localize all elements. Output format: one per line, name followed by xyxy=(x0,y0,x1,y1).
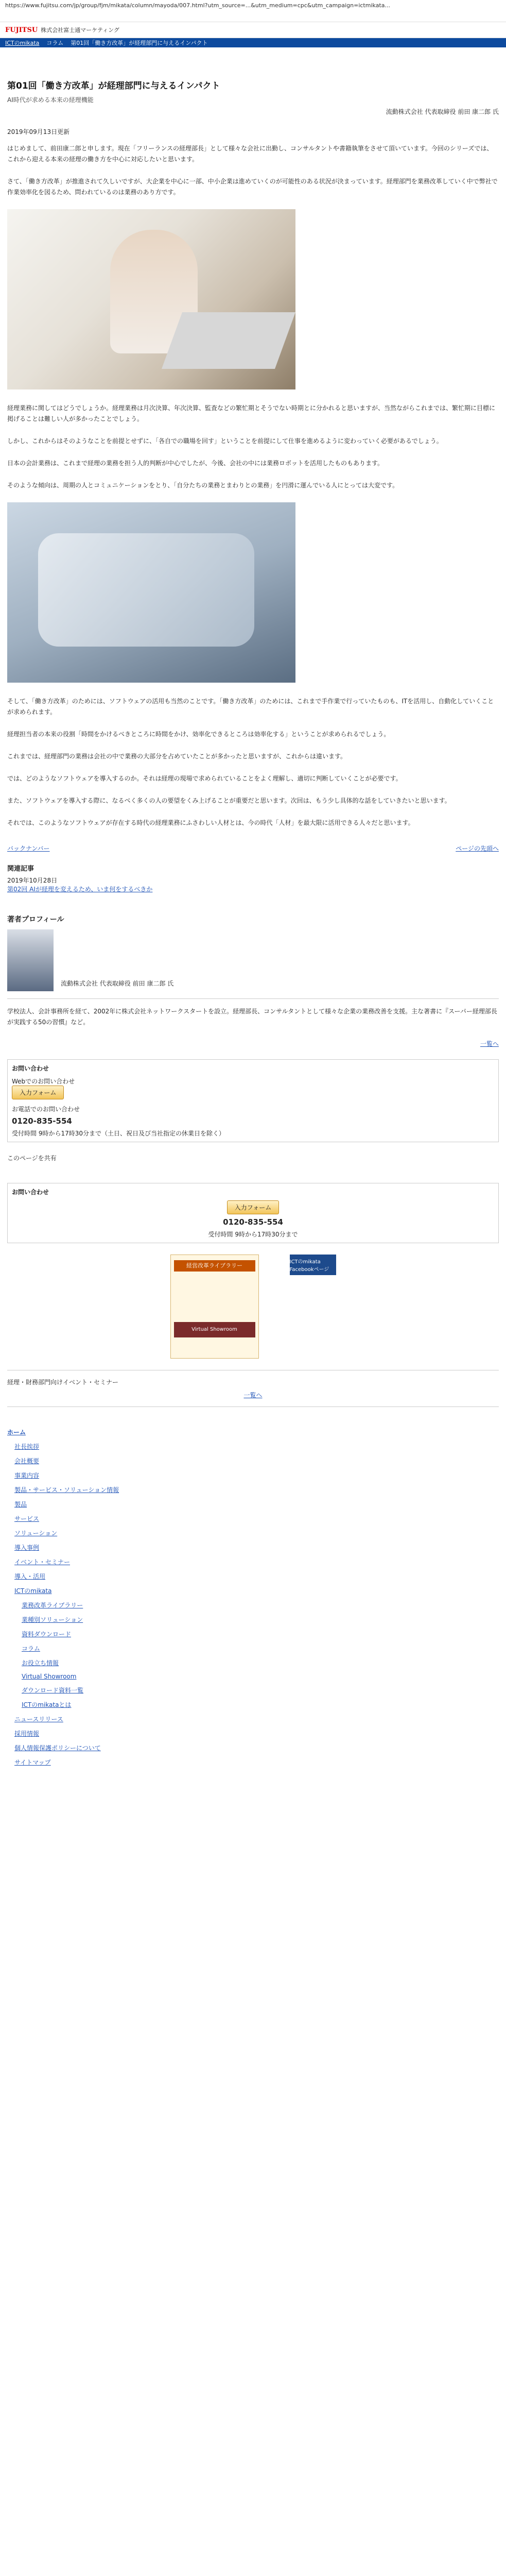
sitemap-item[interactable]: ニュースリリース xyxy=(14,1716,63,1723)
library-banner-title: 経営改革ライブラリー xyxy=(174,1260,255,1272)
inquiry-box xyxy=(7,1059,499,1142)
brand-logo[interactable] xyxy=(5,26,119,34)
article-paragraph: そして、「働き方改革」のためには、ソフトウェアの活用も当然のことです。「働き方改革」のためには、これまで手作業で行っていたものも、ITを活用し、自動化していくことが求められます。 xyxy=(7,698,494,716)
sitemap-item[interactable]: 導入事例 xyxy=(14,1544,40,1551)
sitemap-subitem[interactable]: 業務改革ライブラリー xyxy=(22,1602,83,1609)
sitemap-subitem[interactable]: ダウンロード資料一覧 xyxy=(22,1687,84,1694)
sitemap xyxy=(7,1428,499,1767)
inquiry-hours-2: 受付時間 9時から17時30分まで xyxy=(208,1231,298,1238)
profile-list-link[interactable]: 一覧へ xyxy=(480,1040,499,1047)
sitemap-home[interactable]: ホーム xyxy=(7,1429,26,1436)
article-photo-office xyxy=(7,209,295,389)
facebook-banner[interactable]: ICTのmikata Facebookページ xyxy=(290,1255,336,1275)
article-tail-nav xyxy=(7,844,499,853)
sitemap-item[interactable]: 採用情報 xyxy=(14,1730,40,1737)
inquiry-tel-label: お電話でのお問い合わせ xyxy=(12,1106,80,1113)
library-banner[interactable] xyxy=(170,1255,259,1359)
banner-area xyxy=(7,1255,499,1359)
backnumber-link[interactable]: バックナンバー xyxy=(7,845,50,852)
sitemap-item[interactable]: 社長挨拶 xyxy=(14,1443,40,1450)
sitemap-item[interactable]: ICTのmikata xyxy=(14,1587,52,1595)
article-photo-meeting xyxy=(7,502,295,683)
article-paragraph: しかし、これからはそのようなことを前提とせずに、「各自での職場を回す」ということを前提にして仕事を進めるように変わっていく必要があるでしょう。 xyxy=(7,437,443,445)
sitemap-item[interactable]: 製品・サービス・ソリューション情報 xyxy=(14,1486,119,1494)
sitemap-item[interactable]: イベント・セミナー xyxy=(14,1558,71,1566)
sitemap-subitem[interactable]: 業種別ソリューション xyxy=(22,1616,83,1623)
page-top-link[interactable]: ページの先頭へ xyxy=(456,845,499,852)
profile-text xyxy=(61,929,173,991)
sitemap-subitem[interactable]: コラム xyxy=(22,1645,40,1652)
page-title: 第01回「働き方改革」が経理部門に与えるインパクト xyxy=(7,81,220,91)
company-name: 株式会社富士通マーケティング xyxy=(41,27,119,33)
article-paragraph: では、どのようなソフトウェアを導入するのか。それは経理の現場で求められていることをよく理解し、適切に判断していくことが必要です。 xyxy=(7,775,402,782)
profile-name: 流動株式会社 代表取締役 前田 康二郎 氏 xyxy=(61,980,174,987)
showroom-banner-label: Virtual Showroom xyxy=(174,1322,255,1337)
article-paragraph: はじめまして、前田康二郎と申します。現在「フリーランスの経理部長」として様々な会社に出勤し、コンサルタントや書籍執筆をさせて頂いています。今回のシリーズでは、これから迎える本来の経理の働き方を中心に対応したいと思います。 xyxy=(7,145,493,163)
article-paragraph: さて、「働き方改革」が推進されて久しいですが、大企業を中心に一部、中小企業は進めていくのが可能性のある状況が決まっています。経理部門を業務改革していく中で弊社で作業効率化を図るため、問われているのは業務のあり方です。 xyxy=(7,178,498,196)
article-paragraph: これまでは、経理部門の業務は会社の中で業務の大部分を占めていたことが多かったと思いますが、これからは違います。 xyxy=(7,753,347,760)
article-author: 流動株式会社 代表取締役 前田 康二郎 氏 xyxy=(386,108,499,115)
site-header xyxy=(0,22,506,38)
breadcrumb xyxy=(0,38,506,47)
inquiry-tel[interactable]: 0120-835-554 xyxy=(12,1116,72,1126)
fujitsu-logo-icon: FUJITSU xyxy=(5,26,38,34)
author-avatar xyxy=(7,929,54,991)
article-paragraph: 経理業務に関してはどうでしょうか。経理業務は月次決算、年次決算、監査などの繁忙期とそうでない時期とに分かれると思いますが、当然ながらこれまでは、繁忙期に目標に掲げることは難しい人が多かったことでしょう。 xyxy=(7,404,496,422)
inquiry-box-2 xyxy=(7,1183,499,1243)
breadcrumb-column[interactable]: コラム xyxy=(46,40,64,46)
events-heading: 経理・財務部門向けイベント・セミナー xyxy=(7,1379,119,1386)
sitemap-item[interactable]: 事業内容 xyxy=(14,1472,40,1479)
breadcrumb-home[interactable]: ICTのmikata xyxy=(5,40,40,46)
inquiry-heading-2: お問い合わせ xyxy=(12,1189,49,1196)
inquiry-form-button[interactable]: 入力フォーム xyxy=(12,1086,64,1099)
sitemap-subitem[interactable]: お役立ち情報 xyxy=(22,1659,59,1667)
related-link[interactable]: 第02回 AIが経理を変えるため、いま何をするべきか xyxy=(7,886,153,893)
article-date: 2019年09月13日更新 xyxy=(7,128,70,135)
sitemap-item[interactable]: 会社概要 xyxy=(14,1458,40,1465)
profile-heading: 著者プロフィール xyxy=(7,916,64,924)
sitemap-subitem[interactable]: Virtual Showroom xyxy=(22,1673,77,1680)
inquiry-hours: 受付時間 9時から17時30分まで（土日、祝日及び当社指定の休業日を除く） xyxy=(12,1130,225,1137)
browser-url[interactable]: https://www.fujitsu.com/jp/group/fjm/mikata/column/mayoda/007.html?utm_source=...&utm_medium=cpc&utm_campaign=ictmikata... xyxy=(0,0,506,22)
inquiry-web-label: Webでのお問い合わせ xyxy=(12,1078,75,1085)
sitemap-item[interactable]: ソリューション xyxy=(14,1530,58,1537)
article-subtitle: AI時代が求める本来の経理機能 xyxy=(7,96,94,104)
article-paragraph: そのような傾向は、周期の人とコミュニケーションをとり、「自分たちの業務とまわりとの業務」を円滑に運んでいる人にとっては大変です。 xyxy=(7,482,399,489)
inquiry-heading: お問い合わせ xyxy=(12,1065,49,1072)
events-list-link[interactable]: 一覧へ xyxy=(243,1392,263,1399)
related-heading: 関連記事 xyxy=(7,865,34,873)
profile-bio: 学校法人、会計事務所を経て、2002年に株式会社ネットワークスタートを設立。経理部長、コンサルタントとして様々な企業の業務改善を支援。主な著書に『スーパー経理部長が実践する50の習慣』など。 xyxy=(7,1008,497,1026)
sitemap-item[interactable]: 個人情報保護ポリシーについて xyxy=(14,1744,101,1752)
inquiry-tel-2[interactable]: 0120-835-554 xyxy=(223,1217,283,1227)
related-date: 2019年10月28日 xyxy=(7,877,58,884)
article-paragraph: また、ソフトウェアを導入する際に、なるべく多くの人の要望をくみ上げることが重要だと思います。次回は、もう少し具体的な話をしていきたいと思います。 xyxy=(7,797,451,804)
sitemap-subitem[interactable]: ICTのmikataとは xyxy=(22,1701,72,1708)
sitemap-item[interactable]: 製品 xyxy=(14,1501,27,1508)
profile-card xyxy=(7,929,499,991)
breadcrumb-current: 第01回「働き方改革」が経理部門に与えるインパクト xyxy=(71,40,208,46)
article-paragraph: それでは、このようなソフトウェアが存在する時代の経理業務にふさわしい人材とは、今の時代「人材」を最大限に活用できる人々だと思います。 xyxy=(7,819,414,826)
article-paragraph: 経理担当者の本来の役割「時間をかけるべきところに時間をかけ、効率化できるところは効率化する」ということが求められるでしょう。 xyxy=(7,731,390,738)
article-paragraph: 日本の会計業務は、これまで経理の業務を担う人的判断が中心でしたが、今後、会社の中には業務ロボットを活用したものもあります。 xyxy=(7,460,384,467)
sitemap-item[interactable]: サービス xyxy=(14,1515,40,1522)
sitemap-subitem[interactable]: 資料ダウンロード xyxy=(22,1631,72,1638)
share-label: このページを共有 xyxy=(7,1155,57,1162)
sitemap-item[interactable]: 導入・活用 xyxy=(14,1573,46,1580)
sitemap-item[interactable]: サイトマップ xyxy=(14,1759,51,1766)
inquiry-form-button-2[interactable]: 入力フォーム xyxy=(227,1200,279,1214)
